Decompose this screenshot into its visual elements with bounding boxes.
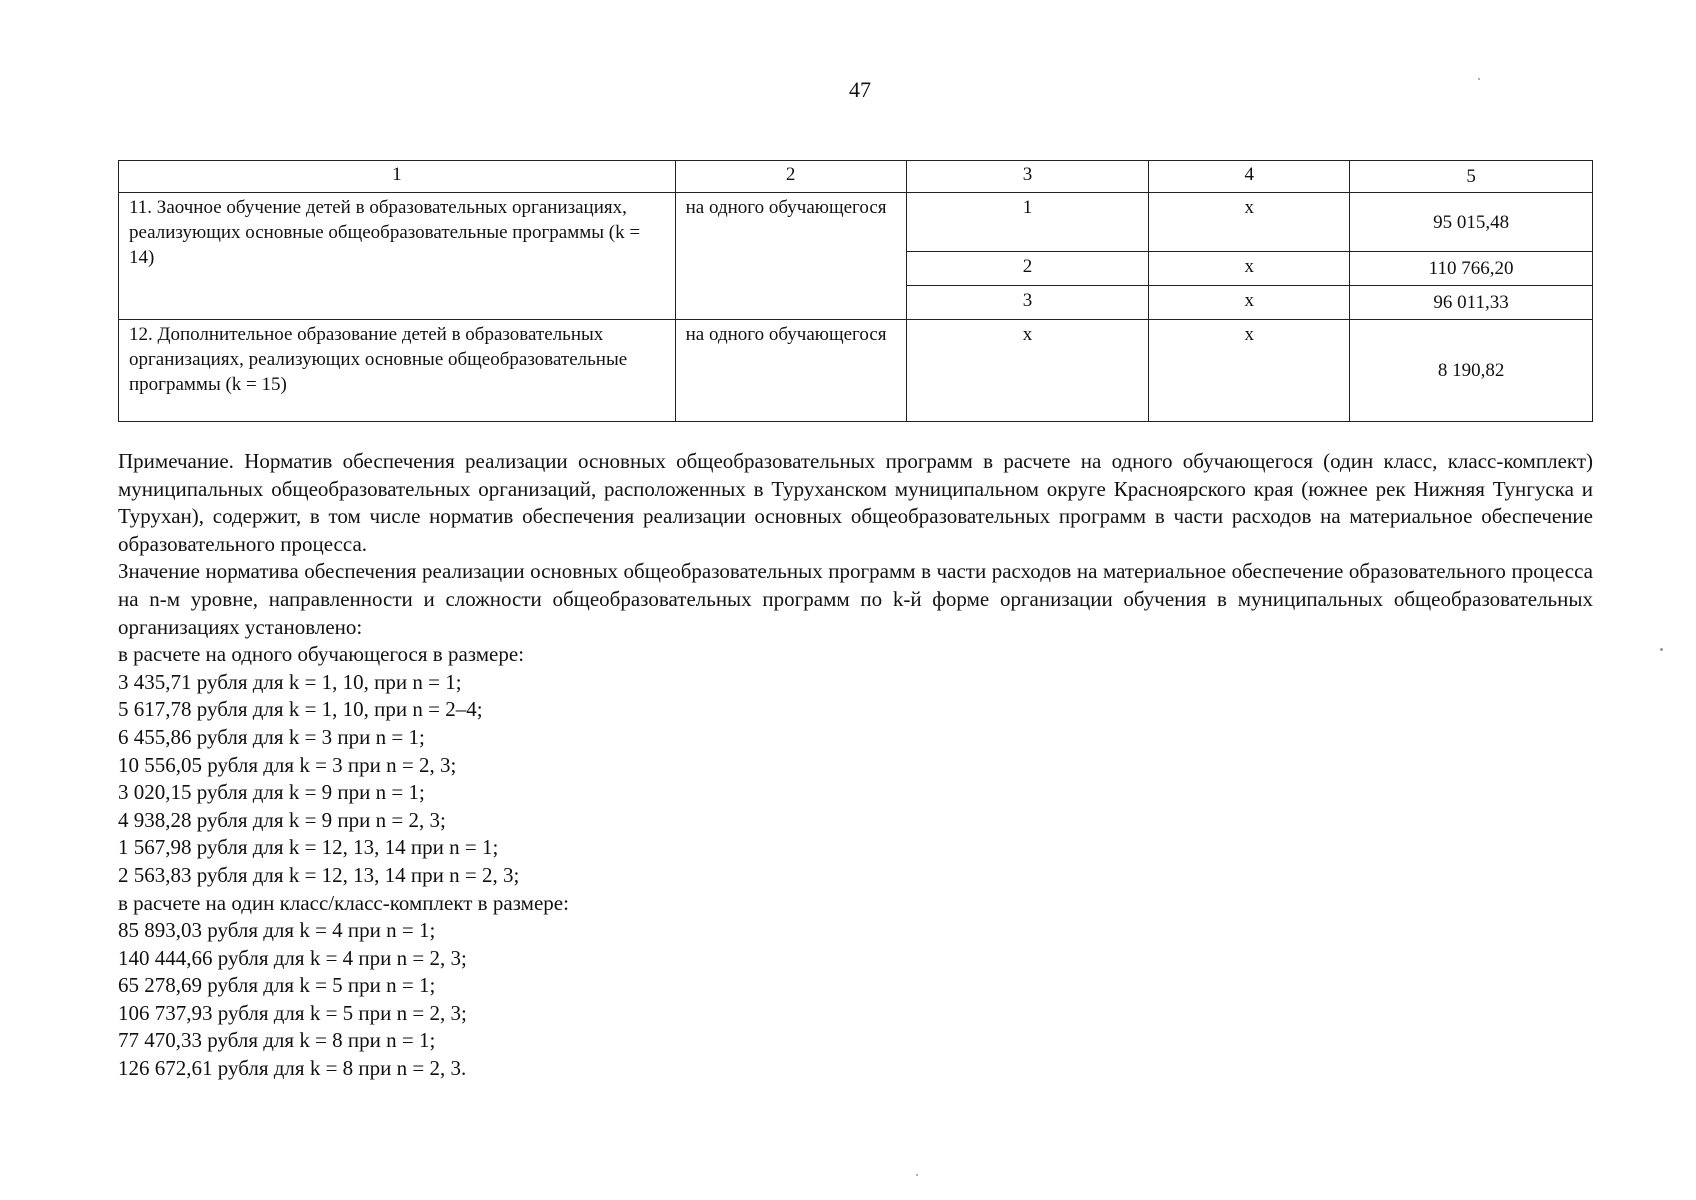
list-item: в расчете на один класс/класс-комплект в размере: bbox=[118, 890, 569, 915]
list-item: 3 020,15 рубля для k = 9 при n = 1; bbox=[118, 780, 425, 805]
row11-unit: на одного обучающегося bbox=[675, 193, 906, 320]
list-item: 4 938,28 рубля для k = 9 при n = 2, 3; bbox=[118, 807, 446, 832]
list-item: 1 567,98 рубля для k = 12, 13, 14 при n = 1; bbox=[118, 835, 499, 860]
row11-sub2-level: 2 bbox=[906, 252, 1149, 286]
row11-sub3-level: 3 bbox=[906, 286, 1149, 320]
row11-sub1-value: 95 015,48 bbox=[1350, 193, 1593, 252]
list-item: 77 470,33 рубля для k = 8 при n = 1; bbox=[118, 1028, 436, 1053]
header-col-3: 3 bbox=[906, 161, 1149, 193]
header-col-4: 4 bbox=[1149, 161, 1350, 193]
row11-sub2-value: 110 766,20 bbox=[1350, 252, 1593, 286]
page-number: 47 bbox=[849, 77, 871, 102]
row12-level: х bbox=[906, 320, 1149, 422]
table-row bbox=[119, 320, 1593, 422]
note-section bbox=[118, 448, 1593, 1083]
note-paragraph-1: Примечание. Норматив обеспечения реализации основных общеобразовательных программ в расчете на одного обучающегося (один класс, класс-комплект) муниципальных общеобразовательных организаций, расположенных в Туруханском муниципальном округе Красноярского края (южнее рек Нижняя Тунгуска и Турухан), содержит, в том числе норматив обеспечения реализации основных общеобразовательных программ в части расходов на материальное обеспечение образовательного процесса. bbox=[118, 449, 1593, 556]
list-item: в расчете на одного обучающегося в размере: bbox=[118, 642, 525, 667]
scan-speck bbox=[1660, 648, 1663, 651]
list-item: 6 455,86 рубля для k = 3 при n = 1; bbox=[118, 724, 425, 749]
row12-direction: х bbox=[1149, 320, 1350, 422]
list-item: 5 617,78 рубля для k = 1, 10, при n = 2–4; bbox=[118, 697, 483, 722]
header-col-2: 2 bbox=[675, 161, 906, 193]
list-item: 2 563,83 рубля для k = 12, 13, 14 при n = 2, 3; bbox=[118, 862, 520, 887]
list-item: 140 444,66 рубля для k = 4 при n = 2, 3; bbox=[118, 945, 467, 970]
norms-table bbox=[118, 160, 1593, 422]
list-item: 65 278,69 рубля для k = 5 при n = 1; bbox=[118, 973, 436, 998]
row11-sub3-direction: х bbox=[1149, 286, 1350, 320]
scan-speck bbox=[916, 1174, 918, 1176]
table-row bbox=[119, 193, 1593, 252]
row12-name: 12. Дополнительное образование детей в образовательных организациях, реализующих основные общеобразовательные программы (k = 15) bbox=[119, 320, 676, 422]
norm-values-list bbox=[118, 641, 1593, 1083]
table-header-row bbox=[119, 161, 1593, 193]
row11-sub3-value: 96 011,33 bbox=[1350, 286, 1593, 320]
row11-sub1-level: 1 bbox=[906, 193, 1149, 252]
list-item: 85 893,03 рубля для k = 4 при n = 1; bbox=[118, 918, 436, 943]
scan-speck bbox=[1478, 78, 1480, 80]
note-paragraph-2: Значение норматива обеспечения реализации основных общеобразовательных программ в части расходов на материальное обеспечение образовательного процесса на n-м уровне, направленности и сложности общеобразовательных программ по k-й форме организации обучения в муниципальных общеобразовательных организациях установлено: bbox=[118, 559, 1593, 639]
list-item: 10 556,05 рубля для k = 3 при n = 2, 3; bbox=[118, 752, 457, 777]
list-item: 106 737,93 рубля для k = 5 при n = 2, 3; bbox=[118, 1000, 467, 1025]
row12-unit: на одного обучающегося bbox=[675, 320, 906, 422]
row11-sub1-direction: х bbox=[1149, 193, 1350, 252]
list-item: 126 672,61 рубля для k = 8 при n = 2, 3. bbox=[118, 1056, 467, 1081]
list-item: 3 435,71 рубля для k = 1, 10, при n = 1; bbox=[118, 669, 462, 694]
row11-sub2-direction: х bbox=[1149, 252, 1350, 286]
header-col-5: 5 bbox=[1350, 161, 1593, 193]
row12-value: 8 190,82 bbox=[1350, 320, 1593, 422]
header-col-1: 1 bbox=[119, 161, 676, 193]
row11-name: 11. Заочное обучение детей в образовательных организациях, реализующих основные общеобразовательные программы (k = 14) bbox=[119, 193, 676, 320]
